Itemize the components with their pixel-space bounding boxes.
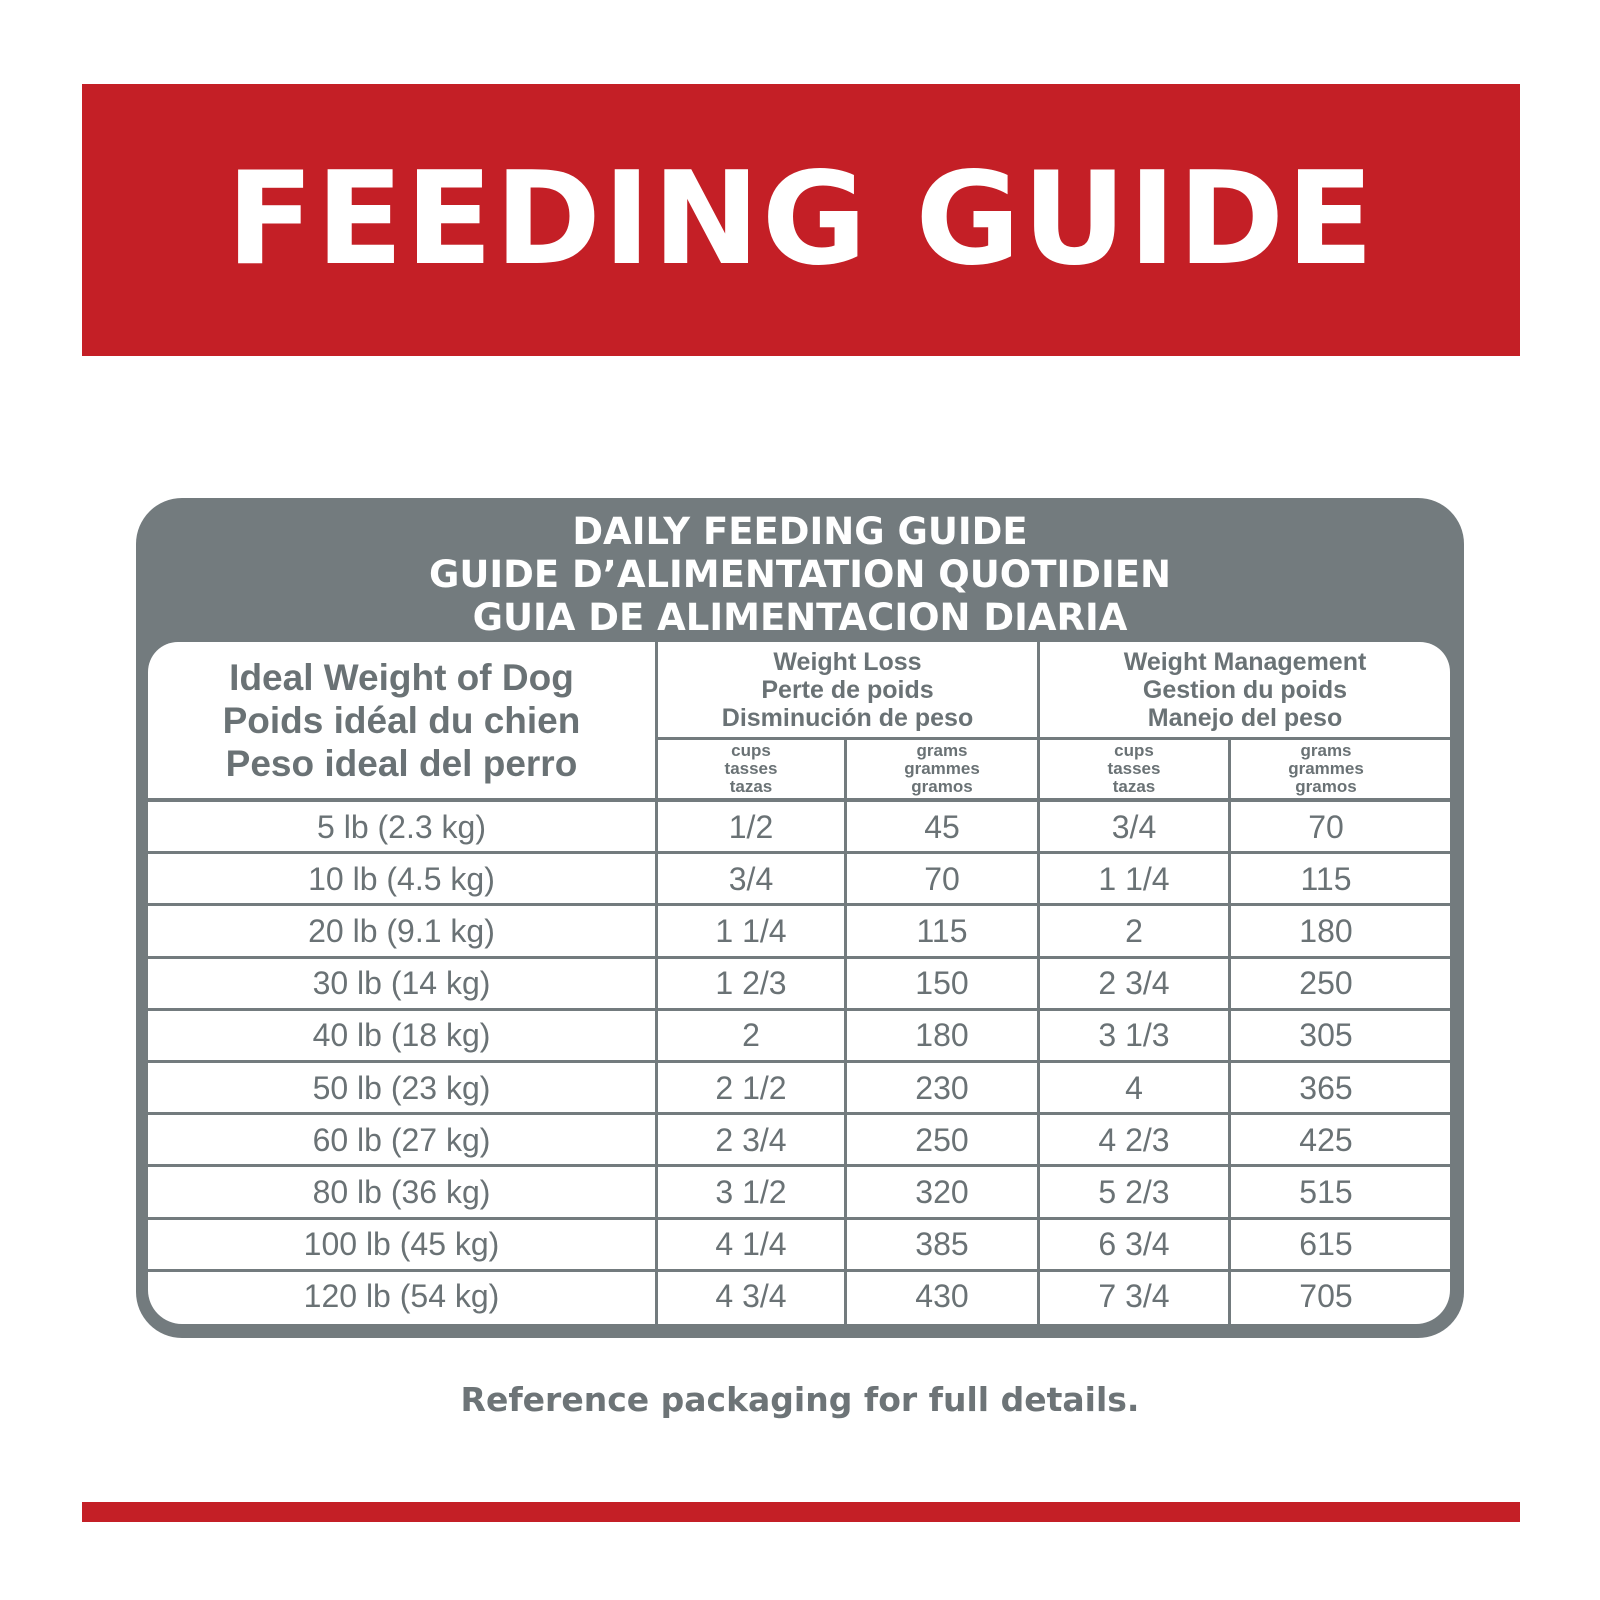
weight-loss-cups-cell: 1 2/3 bbox=[715, 965, 787, 1002]
weight-management-cups-cell: 6 3/4 bbox=[1098, 1226, 1170, 1263]
weight-management-cups-cell: 3/4 bbox=[1111, 808, 1157, 845]
guide-heading-spanish: GUIA DE ALIMENTACION DIARIA bbox=[472, 596, 1128, 639]
weight-loss-group-header bbox=[658, 642, 1037, 737]
weight-header-spanish: Peso ideal del perro bbox=[225, 742, 578, 784]
title-banner bbox=[82, 84, 1520, 356]
weight-header-french: Poids idéal du chien bbox=[222, 699, 581, 741]
weight-management-cups-cell: 2 bbox=[1125, 912, 1143, 949]
weight-management-grams-header bbox=[1231, 740, 1421, 798]
group-header-divider bbox=[658, 737, 1450, 740]
weight-loss-cups-cell: 1 1/4 bbox=[715, 912, 787, 949]
weight-management-grams-cell: 180 bbox=[1299, 912, 1353, 949]
weight-loss-cups-cell: 4 1/4 bbox=[715, 1226, 787, 1263]
weight-cell: 5 lb (2.3 kg) bbox=[317, 808, 486, 845]
unit-label: tasses bbox=[724, 759, 778, 778]
weight-column-header bbox=[148, 642, 655, 798]
weight-cell: 40 lb (18 kg) bbox=[312, 1017, 491, 1054]
weight-loss-label-english: Weight Loss bbox=[773, 647, 922, 676]
weight-cell: 120 lb (54 kg) bbox=[303, 1278, 500, 1315]
weight-loss-cups-header bbox=[658, 740, 844, 798]
weight-loss-grams-header bbox=[847, 740, 1037, 798]
weight-loss-grams-cell: 230 bbox=[915, 1069, 969, 1106]
weight-cell: 50 lb (23 kg) bbox=[312, 1069, 491, 1106]
weight-loss-grams-cell: 180 bbox=[915, 1017, 969, 1054]
unit-label: grams bbox=[916, 741, 968, 760]
weight-management-cups-cell: 4 bbox=[1125, 1069, 1143, 1106]
page-title: FEEDING GUIDE bbox=[226, 145, 1376, 294]
weight-management-cups-cell: 2 3/4 bbox=[1098, 965, 1170, 1002]
weight-management-grams-cell: 70 bbox=[1308, 808, 1344, 845]
weight-cell: 20 lb (9.1 kg) bbox=[308, 912, 495, 949]
unit-label: cups bbox=[731, 741, 771, 760]
weight-loss-cups-cell: 3 1/2 bbox=[715, 1173, 787, 1210]
weight-cell: 10 lb (4.5 kg) bbox=[308, 860, 495, 897]
weight-management-label-spanish: Manejo del peso bbox=[1147, 703, 1343, 732]
unit-label: gramos bbox=[1295, 777, 1357, 796]
unit-label: grammes bbox=[904, 759, 980, 778]
weight-loss-grams-cell: 115 bbox=[916, 912, 968, 949]
weight-management-grams-cell: 250 bbox=[1299, 965, 1353, 1002]
weight-loss-label-french: Perte de poids bbox=[761, 675, 934, 704]
weight-loss-grams-cell: 250 bbox=[915, 1121, 969, 1158]
unit-label: gramos bbox=[911, 777, 973, 796]
weight-loss-grams-cell: 320 bbox=[915, 1173, 969, 1210]
weight-loss-grams-cell: 45 bbox=[924, 808, 960, 845]
unit-label: cups bbox=[1114, 741, 1154, 760]
guide-heading bbox=[136, 510, 1464, 639]
weight-loss-cups-cell: 3/4 bbox=[728, 860, 774, 897]
weight-loss-grams-cell: 385 bbox=[915, 1226, 969, 1263]
weight-loss-grams-cell: 430 bbox=[915, 1278, 969, 1315]
weight-loss-cups-cell: 1/2 bbox=[728, 808, 774, 845]
weight-management-cups-cell: 1 1/4 bbox=[1098, 860, 1170, 897]
weight-loss-cups-cell: 2 1/2 bbox=[715, 1069, 787, 1106]
weight-loss-cups-cell: 2 bbox=[742, 1017, 760, 1054]
weight-management-grams-cell: 305 bbox=[1299, 1017, 1353, 1054]
weight-cell: 100 lb (45 kg) bbox=[303, 1226, 500, 1263]
weight-loss-cups-cell: 2 3/4 bbox=[715, 1121, 787, 1158]
weight-management-label-english: Weight Management bbox=[1123, 647, 1367, 676]
weight-management-cups-header bbox=[1040, 740, 1228, 798]
weight-management-cups-cell: 7 3/4 bbox=[1098, 1278, 1170, 1315]
weight-management-group-header bbox=[1040, 642, 1450, 737]
daily-feeding-guide-card bbox=[136, 498, 1464, 1338]
weight-management-grams-cell: 115 bbox=[1300, 860, 1352, 897]
unit-label: grammes bbox=[1288, 759, 1364, 778]
weight-management-grams-cell: 705 bbox=[1299, 1278, 1353, 1315]
unit-label: grams bbox=[1300, 741, 1352, 760]
weight-cell: 30 lb (14 kg) bbox=[312, 965, 491, 1002]
weight-loss-cups-cell: 4 3/4 bbox=[715, 1278, 787, 1315]
unit-label: tazas bbox=[1112, 777, 1156, 796]
weight-management-grams-cell: 615 bbox=[1299, 1226, 1353, 1263]
weight-loss-label-spanish: Disminución de peso bbox=[721, 703, 974, 732]
weight-management-grams-cell: 425 bbox=[1299, 1121, 1353, 1158]
weight-header-english: Ideal Weight of Dog bbox=[229, 656, 574, 698]
weight-management-cups-cell: 4 2/3 bbox=[1098, 1121, 1170, 1158]
unit-label: tazas bbox=[729, 777, 773, 796]
weight-loss-grams-cell: 150 bbox=[915, 965, 969, 1002]
unit-label: tasses bbox=[1107, 759, 1161, 778]
weight-management-cups-cell: 5 2/3 bbox=[1098, 1173, 1170, 1210]
bottom-accent-bar bbox=[82, 1502, 1520, 1522]
guide-heading-french: GUIDE D’ALIMENTATION QUOTIDIEN bbox=[429, 553, 1171, 596]
weight-management-grams-cell: 365 bbox=[1299, 1069, 1353, 1106]
guide-heading-english: DAILY FEEDING GUIDE bbox=[572, 510, 1028, 553]
weight-management-grams-cell: 515 bbox=[1299, 1173, 1353, 1210]
weight-loss-grams-cell: 70 bbox=[924, 860, 960, 897]
weight-management-cups-cell: 3 1/3 bbox=[1098, 1017, 1170, 1054]
feeding-table bbox=[148, 642, 1450, 1324]
weight-cell: 80 lb (36 kg) bbox=[312, 1173, 491, 1210]
weight-management-label-french: Gestion du poids bbox=[1142, 675, 1348, 704]
reference-note: Reference packaging for full details. bbox=[460, 1380, 1140, 1419]
weight-cell: 60 lb (27 kg) bbox=[312, 1121, 491, 1158]
